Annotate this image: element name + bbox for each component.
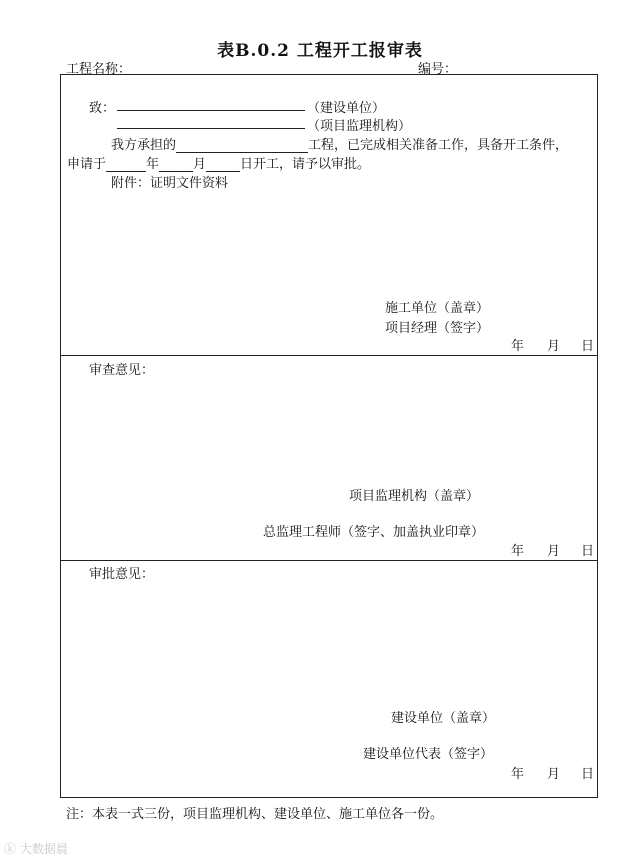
application-form — [60, 74, 598, 798]
number-label: 编号： — [418, 62, 458, 77]
owner-seal-label: 建设单位（盖章） — [391, 711, 496, 726]
date-month: 月 — [547, 544, 561, 559]
body-text-part1: 我方承担的 — [111, 138, 177, 153]
to-prefix: 致： — [89, 101, 116, 116]
to-supervision-org-label: （项目监理机构） — [307, 119, 412, 134]
owner-rep-sign-label: 建设单位代表（签字） — [363, 747, 494, 762]
date-month: 月 — [547, 339, 561, 354]
project-manager-sign-label: 项目经理（签字） — [385, 321, 490, 336]
to-construction-unit-label: （建设单位） — [307, 101, 386, 116]
to-recipient-blank-1[interactable] — [117, 96, 305, 111]
apply-prefix: 申请于 — [67, 157, 107, 172]
start-year-blank[interactable] — [106, 157, 146, 172]
attachment-label: 附件：证明文件资料 — [111, 176, 229, 191]
project-name-label: 工程名称： — [66, 62, 132, 77]
to-recipient-blank-2[interactable] — [117, 114, 305, 129]
project-name-blank[interactable] — [176, 138, 308, 153]
supervision-seal-label: 项目监理机构（盖章） — [349, 489, 480, 504]
start-month-blank[interactable] — [159, 157, 193, 172]
date-month: 月 — [547, 767, 561, 782]
section-divider-2 — [61, 560, 597, 561]
day-start-label: 日开工，请予以审批。 — [240, 157, 371, 172]
form-title: 表B.0.2 工程开工报审表 — [217, 41, 423, 61]
date-year: 年 — [511, 767, 525, 782]
chief-engineer-sign-label: 总监理工程师（签字、加盖执业印章） — [263, 525, 485, 540]
watermark — [4, 840, 68, 857]
contractor-seal-label: 施工单位（盖章） — [385, 301, 490, 316]
watermark-logo-icon: ⓚ — [4, 842, 17, 856]
footnote: 注：本表一式三份，项目监理机构、建设单位、施工单位各一份。 — [66, 807, 444, 822]
date-day: 日 — [581, 767, 595, 782]
start-day-blank[interactable] — [206, 157, 240, 172]
date-year: 年 — [511, 544, 525, 559]
date-day: 日 — [581, 544, 595, 559]
section-divider-1 — [61, 355, 597, 356]
date-day: 日 — [581, 339, 595, 354]
year-label: 年 — [146, 157, 160, 172]
approval-opinion-heading: 审批意见： — [89, 567, 155, 582]
month-label: 月 — [193, 157, 207, 172]
watermark-text: 大数据晨 — [19, 842, 68, 856]
body-text-part2: 工程，已完成相关准备工作，具备开工条件， — [308, 138, 569, 153]
review-opinion-heading: 审查意见： — [89, 363, 155, 378]
date-year: 年 — [511, 339, 525, 354]
